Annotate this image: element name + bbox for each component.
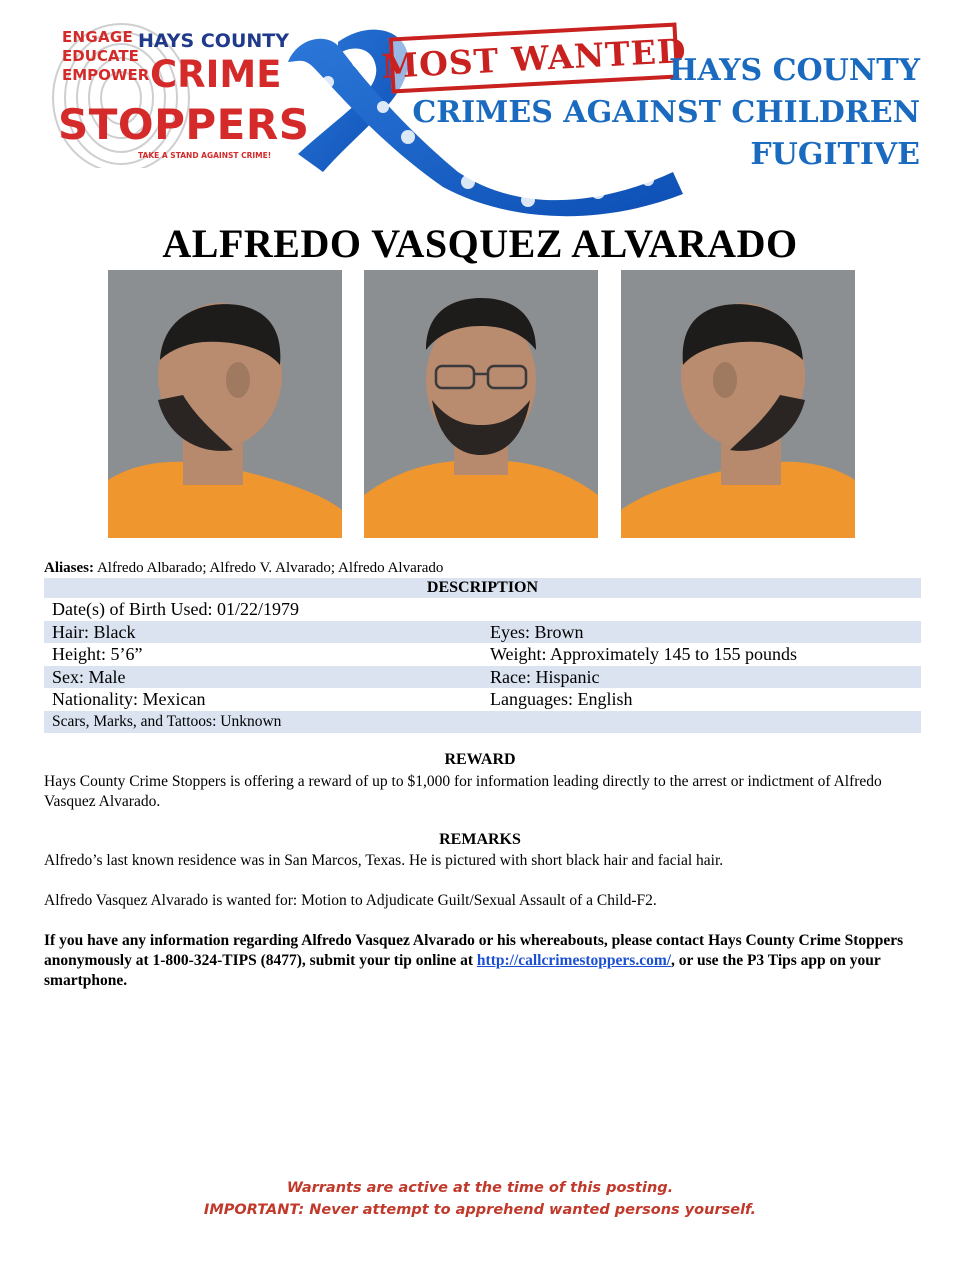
dob-value: Date(s) of Birth Used: 01/22/1979 [52,599,299,619]
reward-text: Hays County Crime Stoppers is offering a reward of up to $1,000 for information leading directly to the arrest or indictment of Alfredo Vasquez Alvarado. [44,773,882,810]
nationality-value: Nationality: Mexican [52,689,206,709]
description-row [44,598,921,621]
contact-paragraph [44,931,924,991]
reward-heading: REWARD [444,751,516,768]
description-table [44,578,921,733]
aliases-label: Aliases: [44,560,94,576]
description-row [44,688,921,711]
header-title-county: HAYS COUNTY [669,53,920,88]
crime-stoppers-logo [46,18,310,168]
remarks-residence: Alfredo’s last known residence was in San Marcos, Texas. He is pictured with short black hair and facial hair. [44,852,724,869]
contact-text-after: , or use the P3 Tips app on your smartphone. [44,952,881,989]
remarks-charges: Alfredo Vasquez Alvarado is wanted for: Motion to Adjudicate Guilt/Sexual Assault of a Child-F2. [44,892,657,909]
description-heading: DESCRIPTION [44,578,921,598]
logo-engage: ENGAGE [62,28,134,46]
description-row [44,643,921,666]
fugitive-name: ALFREDO VASQUEZ ALVARADO [162,221,798,266]
logo-tagline: TAKE A STAND AGAINST CRIME! [138,151,272,160]
warrant-notice: Warrants are active at the time of this posting. [286,1180,674,1196]
apprehension-warning: IMPORTANT: Never attempt to apprehend wanted persons yourself. [203,1202,757,1218]
logo-hays-county: HAYS COUNTY [138,30,289,52]
logo-educate: EDUCATE [62,47,139,65]
race-value: Race: Hispanic [490,666,600,687]
logo-stoppers: STOPPERS [58,100,310,149]
tip-website-link[interactable]: http://callcrimestoppers.com/ [476,952,672,969]
logo-empower: EMPOWER [62,66,150,84]
height-value: Height: 5’6” [52,644,143,664]
logo-crime: CRIME [150,53,282,96]
header-title-fugitive: FUGITIVE [750,137,920,172]
languages-value: Languages: English [490,689,633,709]
mugshot-left-profile [108,270,342,538]
description-row [44,621,921,644]
description-row [44,666,921,689]
remarks-heading: REMARKS [439,831,521,848]
hair-value: Hair: Black [52,621,136,642]
weight-value: Weight: Approximately 145 to 155 pounds [490,644,798,664]
description-row [44,711,921,734]
mugshot-right-profile [621,270,855,538]
contact-text-before: If you have any information regarding Alfredo Vasquez Alvarado or his whereabouts, please contact Hays County Crime Stoppers anonymously at 1-800-324-TIPS (8477), submit your tip online at [44,932,904,969]
mugshot-front [364,270,598,538]
header-title-crimes: CRIMES AGAINST CHILDREN [412,95,920,130]
poster-header [0,0,960,225]
scars-value: Scars, Marks, and Tattoos: Unknown [52,712,282,730]
aliases-value: Alfredo Albarado; Alfredo V. Alvarado; Alfredo Alvarado [96,560,444,576]
sex-value: Sex: Male [52,666,126,687]
aliases-line [44,560,443,577]
most-wanted-text: MOST WANTED [380,30,688,86]
eyes-value: Eyes: Brown [490,621,584,642]
